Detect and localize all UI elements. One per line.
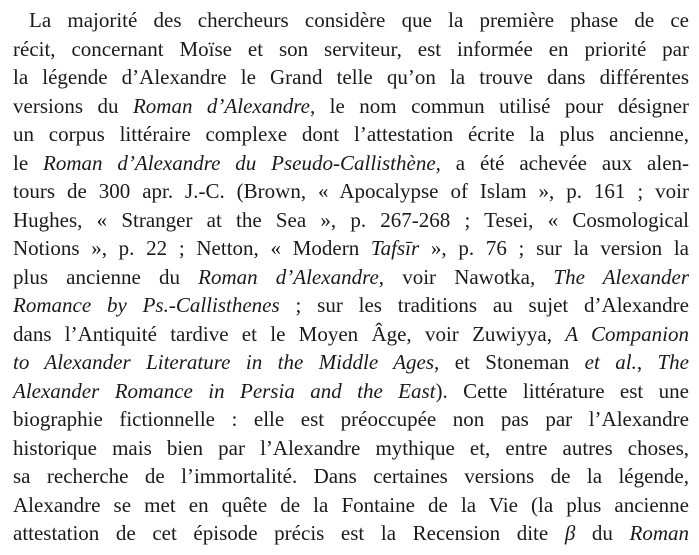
- text-line: [13, 377, 689, 406]
- text-line: [13, 177, 689, 206]
- text-line: [13, 434, 689, 463]
- text-segment: du: [575, 521, 630, 545]
- text-line: [13, 6, 689, 35]
- italic-text-segment: β: [564, 521, 576, 545]
- text-segment: », p. 76 ; sur la version la: [419, 236, 689, 260]
- text-segment: ). Cette littérature est une: [435, 378, 689, 403]
- text-segment: historique mais bien par l’Alexandre mythique et, entre autres choses,: [13, 435, 689, 460]
- text-line: [13, 491, 689, 520]
- italic-text-segment: Romance by Ps.-Callisthenes: [13, 293, 280, 317]
- text-segment: récit, concernant Moïse et son serviteur, est informée en priorité par: [13, 36, 689, 61]
- text-segment: Hughes, « Stranger at the Sea », p. 267-268 ; Tesei, « Cosmological: [13, 207, 689, 232]
- italic-text-segment: Roman d’Alexandre: [198, 264, 379, 289]
- text-line: [13, 320, 689, 349]
- text-segment: Alexandre se met en quête de la Fontaine de la Vie (la plus ancienne: [13, 492, 689, 517]
- text-line: [13, 149, 689, 178]
- text-line: [13, 263, 689, 292]
- italic-text-segment: et al.: [584, 350, 637, 374]
- italic-text-segment: Tafsīr: [370, 236, 420, 260]
- text-segment: La majorité des chercheurs considère que la première phase de ce: [29, 8, 689, 32]
- text-line: [13, 120, 689, 149]
- text-line: [13, 348, 689, 377]
- text-segment: , le nom commun utilisé pour désigner: [309, 93, 689, 118]
- text-line: [13, 63, 689, 92]
- text-segment: tours de 300 apr. J.-C. (Brown, « Apocalypse of Islam », p. 161 ; voir: [13, 179, 689, 203]
- text-segment: la légende d’Alexandre le Grand telle qu’on la trouve dans différentes: [13, 65, 689, 89]
- text-segment: sa recherche de l’immortalité. Dans certaines versions de la légende,: [13, 464, 689, 488]
- italic-text-segment: Roman d’Alexandre: [132, 93, 310, 118]
- text-segment: ; sur les traditions au sujet d’Alexandre: [279, 293, 689, 317]
- text-line: [13, 206, 689, 235]
- italic-text-segment: Roman d’Alexandre du Pseudo-Callisthène: [43, 150, 436, 175]
- text-segment: ,: [636, 350, 658, 374]
- text-segment: , a été achevée aux alen-: [435, 150, 690, 175]
- text-segment: , voir Nawotka,: [378, 264, 554, 289]
- text-segment: Notions », p. 22 ; Netton, « Modern: [13, 236, 371, 260]
- text-line: [13, 35, 689, 64]
- text-segment: biographie fictionnelle : elle est préoccupée non pas par l’Alexandre: [13, 407, 689, 431]
- text-segment: , et Stoneman: [434, 350, 585, 374]
- italic-text-segment: Alexander Romance in Persia and the East: [13, 378, 436, 403]
- text-segment: un corpus littéraire complexe dont l’attestation écrite la plus ancienne,: [13, 122, 689, 146]
- text-line: [13, 92, 689, 121]
- text-line: [13, 519, 689, 548]
- body-paragraph: [13, 6, 689, 548]
- italic-text-segment: Roman: [629, 521, 690, 545]
- text-line: [13, 291, 689, 320]
- italic-text-segment: to Alexander Literature in the Middle Ages: [13, 350, 435, 374]
- text-segment: dans l’Antiquité tardive et le Moyen Âge, voir Zuwiyya,: [13, 321, 566, 346]
- text-segment: le: [13, 150, 44, 175]
- italic-text-segment: The Alexander: [553, 264, 690, 289]
- text-segment: attestation de cet épisode précis est la Recension dite: [13, 521, 565, 545]
- italic-text-segment: A Companion: [565, 321, 689, 346]
- text-segment: plus ancienne du: [13, 264, 199, 289]
- text-line: [13, 462, 689, 491]
- italic-text-segment: The: [657, 350, 689, 374]
- text-segment: versions du: [13, 93, 133, 118]
- text-line: [13, 234, 689, 263]
- text-line: [13, 405, 689, 434]
